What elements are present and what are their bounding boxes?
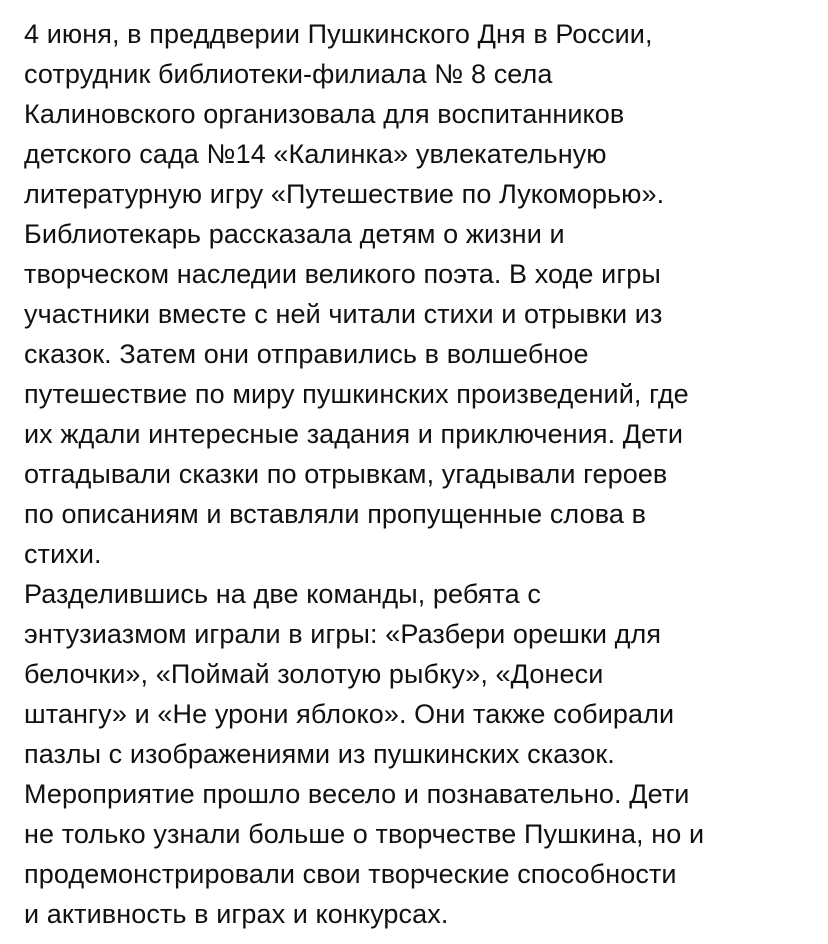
post-line: Мероприятие прошло весело и познавательно. Дети [24, 779, 690, 809]
post-line: их ждали интересные задания и приключения. Дети [24, 419, 684, 449]
post-line: путешествие по миру пушкинских произведений, где [24, 379, 689, 409]
post-line: Калиновского организовала для воспитанников [24, 99, 625, 129]
post-line: Разделившись на две команды, ребята с [24, 579, 542, 609]
post-line: литературную игру «Путешествие по Лукоморью». [24, 179, 665, 209]
post-line: участники вместе с ней читали стихи и отрывки из [24, 299, 663, 329]
post-line: и активность в играх и конкурсах. [24, 899, 449, 929]
post-line: энтузиазмом играли в игры: «Разбери орешки для [24, 619, 662, 649]
post-line: продемонстрировали свои творческие способности [24, 859, 677, 889]
post-text [24, 14, 814, 934]
post-line: штангу» и «Не урони яблоко». Они также собирали [24, 699, 675, 729]
post-line: белочки», «Поймай золотую рыбку», «Донеси [24, 659, 604, 689]
post-line: сказок. Затем они отправились в волшебное [24, 339, 589, 369]
post-line: пазлы с изображениями из пушкинских сказок. [24, 739, 615, 769]
post-line: творческом наследии великого поэта. В ходе игры [24, 259, 661, 289]
post-line: детского сада №14 «Калинка» увлекательную [24, 139, 607, 169]
post-line: по описаниям и вставляли пропущенные слова в [24, 499, 647, 529]
post-line: Библиотекарь рассказала детям о жизни и [24, 219, 565, 249]
post-line: 4 июня, в преддверии Пушкинского Дня в России, [24, 19, 653, 49]
post-line: не только узнали больше о творчестве Пушкина, но и [24, 819, 705, 849]
post-line: отгадывали сказки по отрывкам, угадывали героев [24, 459, 668, 489]
post-line: сотрудник библиотеки-филиала № 8 села [24, 59, 553, 89]
post-line: стихи. [24, 539, 102, 569]
